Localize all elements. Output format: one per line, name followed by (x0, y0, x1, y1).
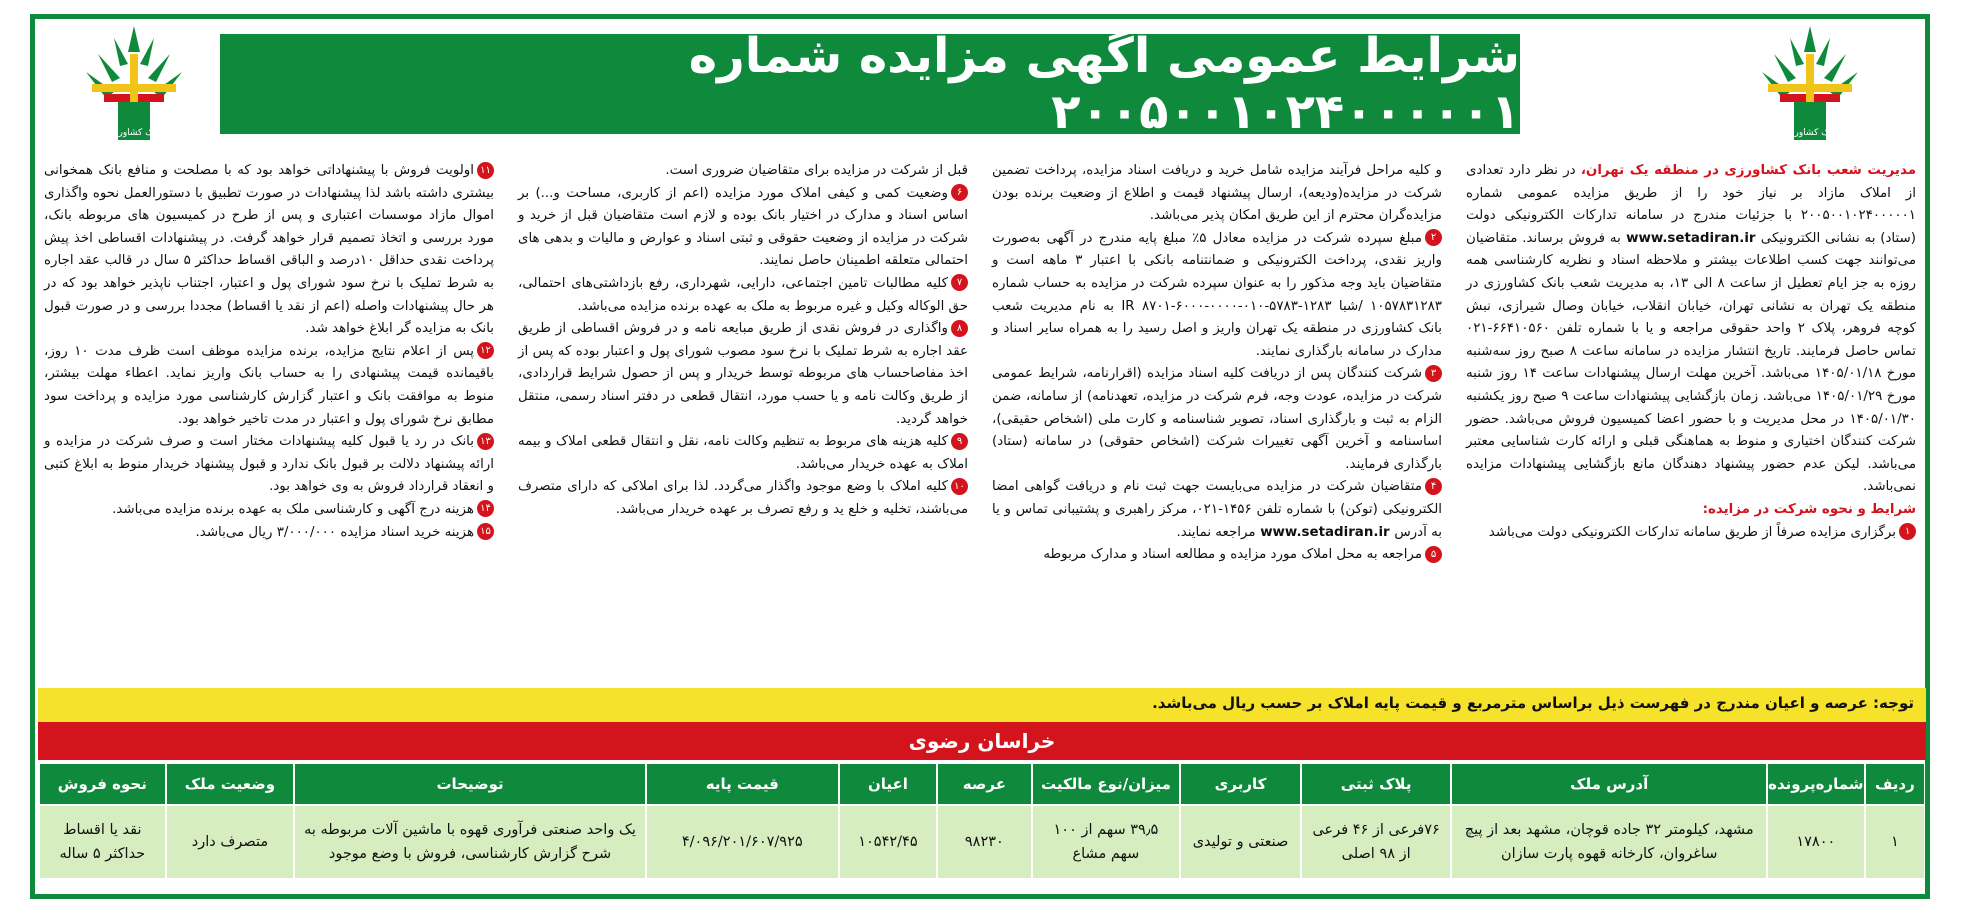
item-number: ۱۲ (477, 342, 494, 359)
cell-usage: صنعتی و تولیدی (1181, 806, 1300, 878)
item-number: ۱۵ (477, 523, 494, 540)
item-1: برگزاری مزایده صرفاً از طریق سامانه تدارکات الکترونیکی دولت می‌باشد (1488, 524, 1896, 540)
page-title: شرایط عمومی آگهی مزایده شماره ۲۰۰۵۰۰۱۰۲۴۰۰۰۰۰۱ (688, 28, 1520, 140)
column-1 (1466, 160, 1916, 680)
item-number: ۳ (1425, 365, 1442, 382)
item-number: ۷ (951, 274, 968, 291)
item-number: ۶ (951, 184, 968, 201)
bank-logo-right (1760, 24, 1860, 140)
item-15: هزینه خرید اسناد مزایده ۳/۰۰۰/۰۰۰ ریال می‌باشد. (195, 524, 474, 540)
section-title: شرایط و نحوه شرکت در مزایده: (1702, 501, 1916, 517)
col-header: شماره‌پرونده (1768, 764, 1864, 804)
property-table (38, 762, 1926, 880)
item-5-continued: قبل از شرکت در مزایده برای متقاضیان ضروری است. (665, 163, 968, 178)
item-number: ۵ (1425, 546, 1442, 563)
item-2: مبلغ سپرده شرکت در مزایده معادل ۵٪ مبلغ پایه مندرج در آگهی به‌صورت واریز نقدی، پرداخت الکترونیکی و ضمانتنامه بانکی با اعتبار ۳ ماهه است و متقاضیان باید وجه مذکور را به عنوان سپرده شرکت در مزایده به حساب شماره ۱۰۵۷۸۳۱۲۸۳ /شبا IR ۸۷۰۱-۶۰۰۰-۰۰۰۰-۰۱۰-۵۷۸۳-۱۲۸۳ به نام مدیریت شعب بانک کشاورزی در منطقه یک تهران واریز و اصل رسید را به همراه سایر اسناد و مدارک در سامانه بارگذاری نمایند. (992, 230, 1442, 359)
table-row (40, 806, 1924, 878)
item-14: هزینه درج آگهی و کارشناسی ملک به عهده برنده مزایده می‌باشد. (112, 501, 474, 517)
col-header: میزان/نوع مالکیت (1033, 764, 1180, 804)
item-12: پس از اعلام نتایج مزایده، برنده مزایده موظف است ظرف مدت ۱۰ روز، باقیمانده قیمت پیشنهادی را به حساب بانک واریز نماید. اعطاء مهلت بیشتر، منوط به موافقت بانک و اعتبار گزارش کارشناسی مورد مزایده و پرداخت سود مطابق نرخ شورای پول و اعتبار در مدت تاخیر خواهد بود. (44, 343, 494, 427)
cell-status: متصرف دارد (167, 806, 294, 878)
col-header: اعیان (840, 764, 936, 804)
website-link[interactable]: www.setadiran.ir (1255, 524, 1395, 540)
item-number: ۱۰ (951, 478, 968, 495)
website-link[interactable]: www.setadiran.ir (1620, 230, 1761, 246)
cell-description: یک واحد صنعتی فرآوری قهوه با ماشین آلات مربوطه به شرح گزارش کارشناسی، فروش با وضع موجود (295, 806, 645, 878)
item-5: مراجعه به محل املاک مورد مزایده و مطالعه اسناد و مدارک مربوطه (1043, 547, 1422, 563)
item-10: کلیه املاک با وضع موجود واگذار می‌گردد. لذا برای املاکی که دارای متصرف می‌باشند، تخلیه و خلع ید و رفع تصرف بر عهده خریدار می‌باشد. (518, 479, 968, 517)
item-number: ۱۱ (477, 162, 494, 179)
wheat-emblem-icon (1760, 24, 1860, 140)
intro-rest: به فروش برساند. متقاضیان می‌توانند جهت کسب اطلاعات بیشتر و ملاحظه اسناد و نظریه کارشناسی همه روزه به جز ایام تعطیل از ساعت ۸ الی ۱۳، به مدیریت شعب بانک کشاورزی در منطقه یک تهران به نشانی تهران، خیابان انقلاب، خیابان وصال شیرازی، نبش کوچه فروهر، پلاک ۲ واحد حقوقی مراجعه و یا با شماره تلفن ۶۶۴۱۰۵۶۰-۰۲۱ تماس حاصل فرمایند. تاریخ انتشار مزایده در سامانه ساعت ۸ صبح روز سه‌شنبه مورخ ۱۴۰۵/۰۱/۱۸ می‌باشد. آخرین مهلت ارسال پیشنهادات ساعت ۱۴ روز شنبه مورخ ۱۴۰۵/۰۱/۲۹ می‌باشد. زمان بازگشایی پیشنهادات ساعت ۹ صبح روز یکشنبه ۱۴۰۵/۰۱/۳۰ در محل مدیریت و با حضور اعضا کمیسیون فروش می‌باشد. حضور شرکت کنندگان اختیاری و منوط به هماهنگی قبلی و ارائه کارت شناسایی معتبر می‌باشد. لیکن عدم حضور پیشنهاد دهندگان مانع بازگشایی پیشنهادات مزایده نمی‌باشد. (1466, 230, 1916, 495)
item-4-end: مراجعه نمایند. (1176, 524, 1256, 540)
col-header: کاربری (1181, 764, 1300, 804)
col-header: آدرس ملک (1452, 764, 1765, 804)
item-11: اولویت فروش با پیشنهاداتی خواهد بود که با مصلحت و منافع بانک همخوانی بیشتری داشته باشد لذا پیشنهادات در صورت تطبیق با دستورالعمل نحوه واگذاری اموال مازاد موسسات اعتباری و پس از طرح در کمیسیون های مربوطه بانک، مورد بررسی و اتخاذ تصمیم قرار خواهد گرفت. در پیشنهادات اقساطی اخذ پیش پرداخت نقدی حداقل ۱۰درصد و الباقی اقساط حداکثر ۵ سال در قالب عقد اجاره به شرط تملیک با نرخ سود شورای پول و اعتبار، اجتناب ناپذیر خواهد بود که در هر حال پیشنهادات واصله (اعم از نقد یا اقساط) مجددا بررسی و در صورت قبول بانک به مزایده گر ابلاغ خواهد شد. (44, 163, 494, 337)
item-7: کلیه مطالبات تامین اجتماعی، دارایی، شهرداری، رفع بازداشتی‌های احتمالی، حق الوکاله وکیل و غیره مربوط به ملک به عهده برنده مزایده می‌باشد. (518, 275, 968, 314)
table-header-row (40, 764, 1924, 804)
cell-address: مشهد، کیلومتر ۳۲ جاده قوچان، مشهد بعد از پیچ ساغروان، کارخانه قهوه پارت سازان (1452, 806, 1765, 878)
notice-bar: توجه: عرصه و اعیان مندرج در فهرست ذیل براساس مترمربع و قیمت پایه املاک بر حسب ریال می‌باشد. (38, 688, 1926, 722)
item-3: شرکت کنندگان پس از دریافت کلیه اسناد مزایده (اقرارنامه، شرایط عمومی شرکت در مزایده، عودت وجه، فرم شرکت در مزایده، تعهدنامه) از سامانه، ضمن الزام به ثبت و بارگذاری اسناد، تصویر شناسنامه و کارت ملی (اشخاص حقیقی)، اساسنامه و آخرین آگهی تغییرات شرکت (اشخاص حقوقی) در سامانه (ستاد) بارگذاری فرمایند. (992, 366, 1442, 472)
cell-plaque: ۷۶فرعی از ۴۶ فرعی از ۹۸ اصلی (1302, 806, 1451, 878)
item-9: کلیه هزینه های مربوط به تنظیم وکالت نامه، نقل و انتقال قطعی املاک و بیمه املاک به عهده خریدار می‌باشد. (518, 434, 968, 472)
item-number: ۹ (951, 433, 968, 450)
item-8: واگذاری در فروش نقدی از طریق مبایعه نامه و در فروش اقساطی از طریق عقد اجاره به شرط تملیک با نرخ سود مصوب شورای پول و اعتبار بوده که پس از اخذ مفاصاحساب های مربوطه توسط خریدار و پس از حصول شرایط قراردادی، از طریق وکالت نامه و یا حسب مورد، انتقال قطعی در دفتر اسناد رسمی، منتقل خواهد گردید. (518, 321, 968, 427)
column-2 (992, 160, 1442, 680)
col-header: عرصه (938, 764, 1030, 804)
col-header: توضیحات (295, 764, 645, 804)
col-header: وضعیت ملک (167, 764, 294, 804)
cell-arse: ۹۸۲۳۰ (938, 806, 1030, 878)
item-4: متقاضیان شرکت در مزایده می‌بایست جهت ثبت نام و دریافت گواهی امضا الکترونیکی (توکن) با شماره تلفن ۱۴۵۶-۰۲۱، مرکز راهبری و پشتیبانی تماس و یا به آدرس (992, 479, 1442, 540)
logo-caption: بانک کشاورزی (107, 128, 161, 138)
col-header: ردیف (1866, 764, 1924, 804)
cell-price: ۴/۰۹۶/۲۰۱/۶۰۷/۹۲۵ (647, 806, 838, 878)
item-number: ۱۳ (477, 433, 494, 450)
bank-logo-left (84, 24, 184, 140)
cell-file-number: ۱۷۸۰۰ (1768, 806, 1864, 878)
title-banner (220, 28, 1520, 140)
col-header: نحوه فروش (40, 764, 165, 804)
cell-ownership: ۳۹٫۵ سهم از ۱۰۰ سهم مشاع (1033, 806, 1180, 878)
item-6: وضعیت کمی و کیفی املاک مورد مزایده (اعم از کاربری، مساحت و...) بر اساس اسناد و مدارک در اختیار بانک بوده و لازم است متقاضیان قبل از خرید و شرکت در مزایده از وضعیت حقوقی و ثبتی اسناد و عوارض و مالیات و بدهی های احتمالی متعلقه اطمینان حاصل نمایند. (518, 185, 968, 269)
intro-text: در نظر دارد تعدادی از املاک مازاد بر نیاز خود را از طریق مزایده عمومی شماره ۲۰۰۵۰۰۱۰۲۴۰۰۰۰۰۱ با جزئیات مندرج در سامانه تدارکات الکترونیکی دولت (ستاد) به نشانی الکترونیکی (1466, 163, 1917, 246)
column-4 (44, 160, 494, 680)
item-number: ۱۴ (477, 500, 494, 517)
lead-text: مدیریت شعب بانک کشاورزی در منطقه یک تهران، (1580, 163, 1916, 178)
item-number: ۱ (1899, 523, 1916, 540)
cell-radif: ۱ (1866, 806, 1924, 878)
column-3 (518, 160, 968, 680)
logo-caption: بانک کشاورزی (1783, 128, 1837, 138)
wheat-emblem-icon (84, 24, 184, 140)
item-number: ۴ (1425, 478, 1442, 495)
province-heading: خراسان رضوی (38, 722, 1926, 760)
terms-columns (44, 160, 1916, 680)
col-header: پلاک ثبتی (1302, 764, 1451, 804)
col-header: قیمت پایه (647, 764, 838, 804)
item-number: ۲ (1425, 229, 1442, 246)
cell-sale-method: نقد یا اقساط حداکثر ۵ ساله (40, 806, 165, 878)
item-13: بانک در رد یا قبول کلیه پیشنهادات مختار است و صرف شرکت در مزایده و ارائه پیشنهاد دلالت بر قبول بانک ندارد و قبول پیشنهاد خریدار منوط به ابلاغ کتبی و انعقاد قرارداد فروش به وی خواهد بود. (44, 434, 494, 495)
item-number: ۸ (951, 320, 968, 337)
cell-ayan: ۱۰۵۴۲/۴۵ (840, 806, 936, 878)
item-1-continued: و کلیه مراحل فرآیند مزایده شامل خرید و دریافت اسناد مزایده، پرداخت تضمین شرکت در مزایده(ودیعه)، ارسال پیشنهاد قیمت و اطلاع از وضعیت برنده بودن مزایده‌گران محترم از این طریق امکان پذیر می‌باشد. (992, 163, 1442, 224)
